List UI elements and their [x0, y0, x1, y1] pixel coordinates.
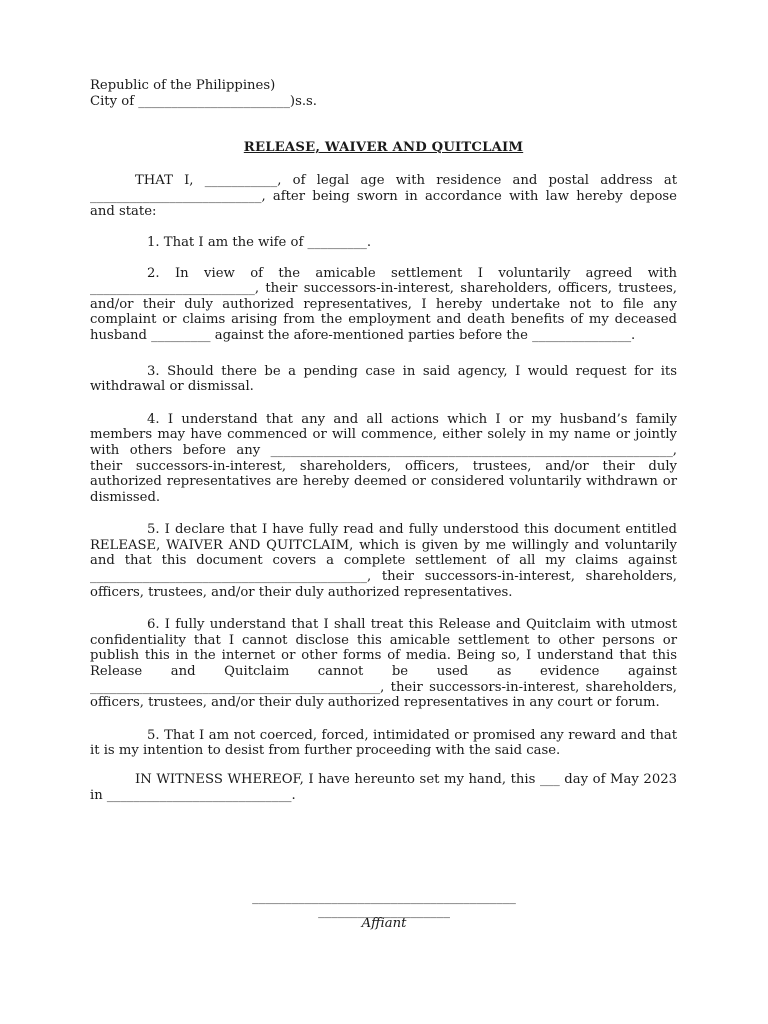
paragraph-7: 5. That I am not coerced, forced, intimidated or promised any reward and that it is my intention to desist from further proceeding with the said case. [90, 727, 677, 759]
paragraph-6: 6. I fully understand that I shall treat this Release and Quitclaim with utmost confidentiality that I cannot disclose this amicable settlement to other persons or publish this in the internet or other forms of media. Being so, I understand that this Release and Quitclaim cannot be used as evidence against ____________________________________________, their successors-in-interest, shareholders, officers, trustees, and/or their duly authorized representatives in any court or forum. [90, 617, 677, 711]
header-city: City of _______________________)s.s. [90, 93, 317, 109]
paragraph-2: 2. In view of the amicable settlement I voluntarily agreed with _________________________, their successors-in-interest, shareholders, officers, trustees, and/or their duly authorized representatives, I hereby undertake not to file any complaint or claims arising from the employment and death benefits of my deceased husband _________ against the afore-mentioned parties before the _______________. [90, 265, 677, 343]
header-country: Republic of the Philippines) [90, 78, 276, 93]
signature-name-line: ____________________ [318, 904, 450, 919]
document-page [90, 78, 677, 803]
paragraph-4: 4. I understand that any and all actions which I or my husband’s family members may have commenced or will commence, either solely in my name or jointly with others before any _____________________________________________________________, their successors-in-interest, shareholders, officers, trustees, and/or their duly authorized representatives are hereby deemed or considered voluntarily withdrawn or dismissed. [90, 411, 677, 505]
witness-clause: IN WITNESS WHEREOF, I have hereunto set my hand, this ___ day of May 2023 in ____________________________. [90, 772, 677, 803]
paragraph-5: 5. I declare that I have fully read and fully understood this document entitled RELEASE, WAIVER AND QUITCLAIM, which is given by me willingly and voluntarily and that this document covers a complete settlement of all my claims against __________________________________________, their successors-in-interest, shareholders, officers, trustees, and/or their duly authorized representatives. [90, 522, 677, 600]
signature-line: ________________________________________ [252, 890, 516, 905]
paragraph-3: 3. Should there be a pending case in said agency, I would request for its withdrawal or dismissal. [90, 363, 677, 395]
paragraph-1: 1. That I am the wife of _________. [147, 234, 372, 250]
intro-paragraph: THAT I, ___________, of legal age with residence and postal address at __________________________, after being sworn in accordance with law hereby depose and state: [90, 173, 677, 220]
affiant-label: Affiant [361, 916, 407, 931]
document-title: RELEASE, WAIVER AND QUITCLAIM [243, 140, 524, 156]
